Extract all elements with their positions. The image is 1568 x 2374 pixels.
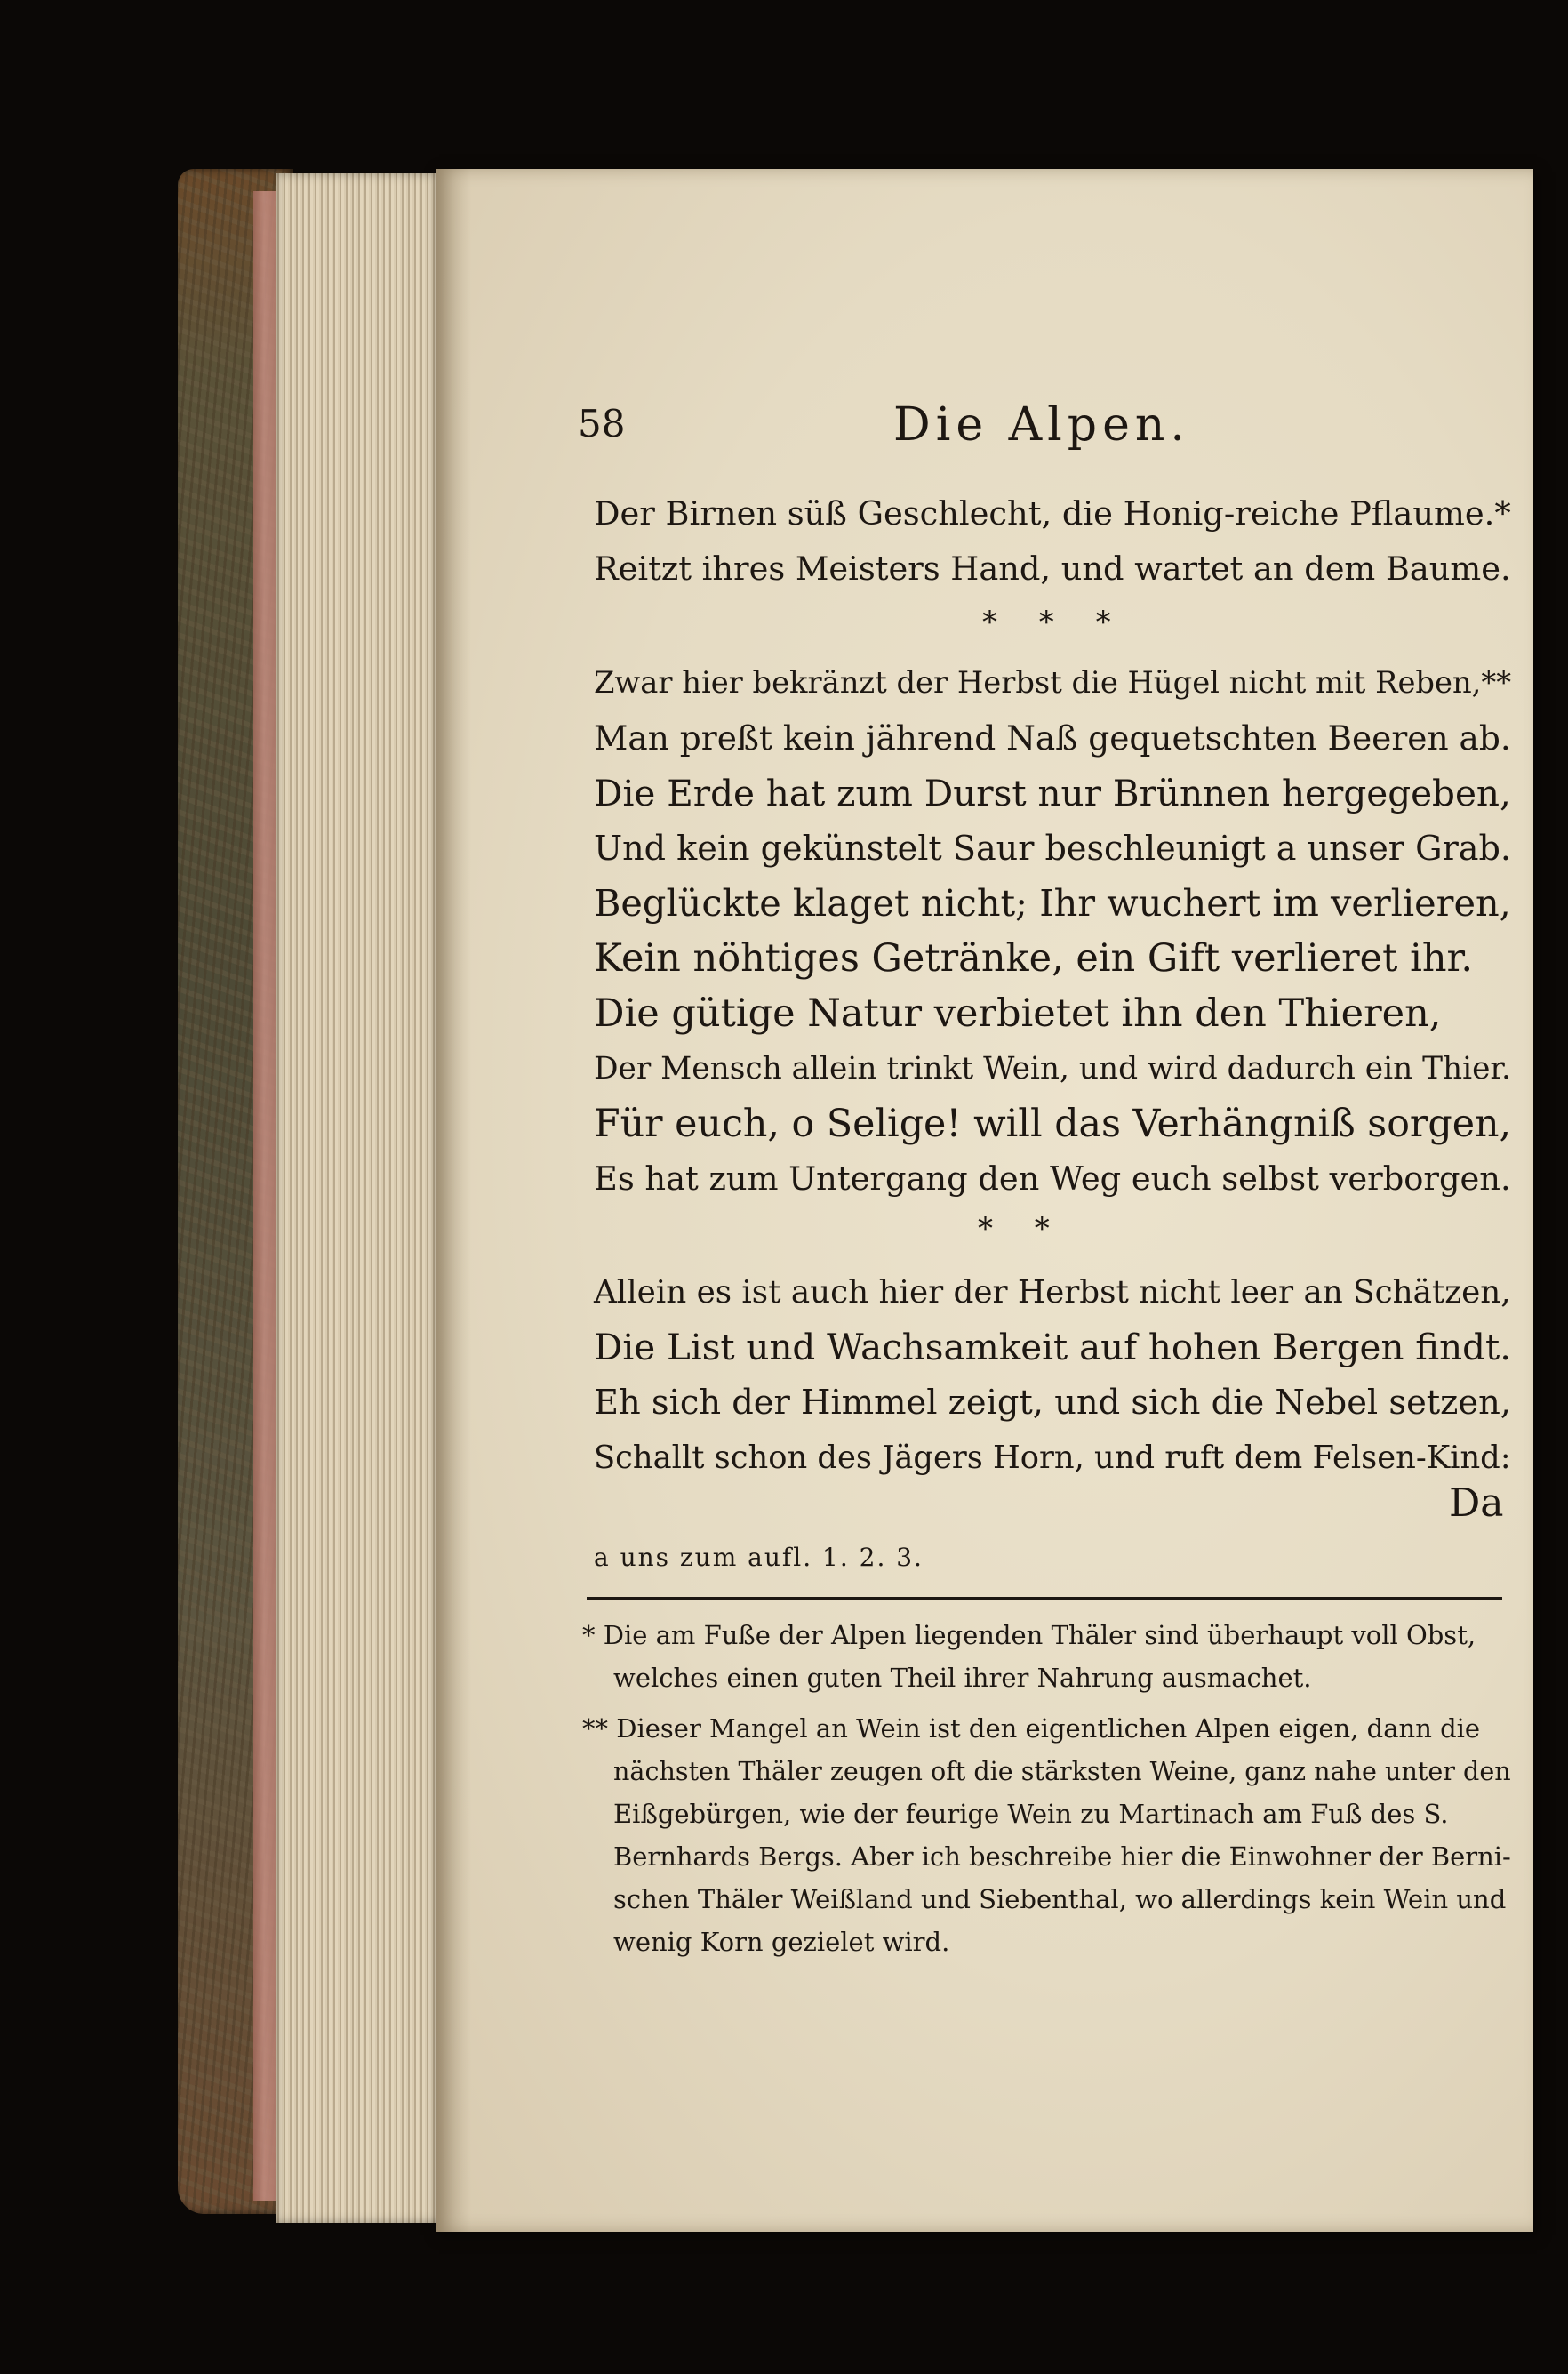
footnote-line: welches einen guten Theil ihrer Nahrung ausmachet. (613, 1663, 1312, 1693)
verse-line: Die List und Wachsamkeit auf hohen Bergen findt. (594, 1327, 1512, 1368)
page-block-edges (276, 173, 444, 2223)
stanza-separator: * * * (982, 605, 1127, 640)
verse-line: Kein nöhtiges Getränke, ein Gift verlieret ihr. (594, 936, 1474, 981)
verse-line: Es hat zum Untergang den Weg euch selbst verborgen. (594, 1159, 1511, 1198)
verse-line: Für euch, o Selige! will das Verhängniß sorgen, (594, 1102, 1512, 1146)
verse-line: Die gütige Natur verbietet ihn den Thieren, (594, 991, 1442, 1036)
verse-line: Beglückte klaget nicht; Ihr wuchert im verlieren, (594, 882, 1511, 925)
signature-mark: a uns zum aufl. 1. 2. 3. (594, 1543, 924, 1572)
footnote-line: Eißgebürgen, wie der feurige Wein zu Martinach am Fuß des S. (613, 1799, 1449, 1829)
verse-line: Der Birnen süß Geschlecht, die Honig-reiche Pflaume.* (594, 494, 1511, 533)
footnote-line: schen Thäler Weißland und Siebenthal, wo allerdings kein Wein und (613, 1884, 1507, 1914)
footnote-line: wenig Korn gezielet wird. (613, 1927, 950, 1957)
footnote-line: nächsten Thäler zeugen oft die stärksten Weine, ganz nahe unter den (613, 1756, 1511, 1786)
stanza-separator: * * (978, 1211, 1066, 1247)
page-gutter-shadow (436, 169, 471, 2232)
footnote-rule (587, 1597, 1502, 1600)
footnote-line: ** Dieser Mangel an Wein ist den eigentlichen Alpen eigen, dann die (582, 1713, 1481, 1744)
verse-line: Reitzt ihres Meisters Hand, und wartet an dem Baume. (594, 549, 1511, 588)
verse-line: Allein es ist auch hier der Herbst nicht leer an Schätzen, (594, 1274, 1511, 1311)
verse-line: Der Mensch allein trinkt Wein, und wird dadurch ein Thier. (594, 1051, 1511, 1087)
verse-line: Eh sich der Himmel zeigt, und sich die Nebel setzen, (594, 1383, 1511, 1423)
footnote-line: * Die am Fuße der Alpen liegenden Thäler sind überhaupt voll Obst, (582, 1620, 1476, 1650)
running-title: Die Alpen. (893, 398, 1190, 452)
verse-line: Und kein gekünstelt Saur beschleunigt a unser Grab. (594, 829, 1512, 868)
footnote-line: Bernhards Bergs. Aber ich beschreibe hier die Einwohner der Berni- (613, 1841, 1511, 1872)
catchword: Da (1449, 1480, 1504, 1526)
verse-line: Man preßt kein jährend Naß gequetschten Beeren ab. (594, 718, 1511, 758)
verse-line: Die Erde hat zum Durst nur Brünnen hergegeben, (594, 772, 1511, 814)
verse-line: Schallt schon des Jägers Horn, und ruft dem Felsen-Kind: (594, 1440, 1511, 1476)
page-number: 58 (578, 402, 626, 445)
verse-line: Zwar hier bekränzt der Herbst die Hügel nicht mit Reben,** (594, 665, 1512, 700)
